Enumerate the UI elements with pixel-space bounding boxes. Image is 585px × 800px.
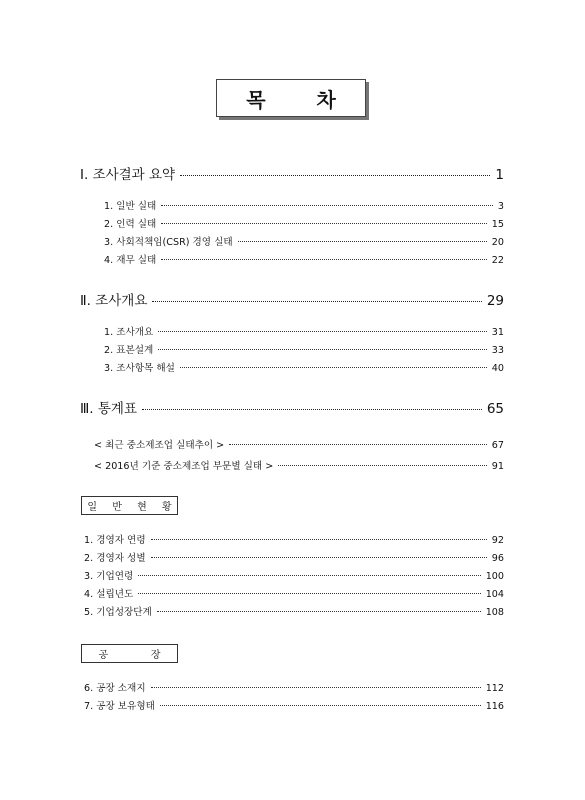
toc-entry-label: 4. 설립년도 [84,589,134,600]
leader-dots [142,409,482,410]
toc-page-number: 40 [491,363,504,374]
toc-page-number: 96 [491,553,504,564]
toc-entry[interactable] [84,698,504,712]
toc-entry[interactable] [94,437,504,451]
toc-entry[interactable] [84,550,504,564]
toc-entry-label: 3. 사회적책임(CSR) 경영 실태 [104,237,233,248]
toc-entry-label: 6. 공장 소재지 [84,683,146,694]
toc-entry[interactable] [94,458,504,472]
toc-chapter-label: Ⅱ. 조사개요 [80,293,148,309]
toc-page-number: 91 [491,461,504,472]
toc-page-number: 15 [491,219,504,230]
section-heading-factory [81,644,178,663]
toc-entry[interactable] [104,342,504,356]
section-heading-general [81,496,178,515]
toc-page-number: 108 [485,607,504,618]
toc-entry[interactable] [84,532,504,546]
toc-entry-label: 3. 기업연령 [84,571,134,582]
toc-page-number: 20 [491,237,504,248]
section-heading-label: 일 반 현 황 [87,502,178,513]
leader-dots [138,593,480,594]
toc-entry-label: 2. 표본설계 [104,345,154,356]
toc-chapter-label: Ⅰ. 조사결과 요약 [80,167,176,183]
toc-page-number: 65 [486,401,504,417]
toc-entry-label: 2. 경영자 성별 [84,553,146,564]
leader-dots [161,223,486,224]
toc-entry-label: 1. 일반 실태 [104,201,157,212]
toc-entry-label: 2. 인력 실태 [104,219,157,230]
toc-entry-label: 3. 조사항목 해설 [104,363,175,374]
leader-dots [151,687,481,688]
leader-dots [160,705,481,706]
leader-dots [151,539,487,540]
leader-dots [161,259,486,260]
toc-page-number: 31 [491,327,504,338]
toc-page-number: 3 [497,201,504,212]
leader-dots [238,241,487,242]
leader-dots [138,575,480,576]
leader-dots [180,367,487,368]
leader-dots [180,175,490,176]
toc-page-number: 29 [486,293,504,309]
toc-entry-label: < 최근 중소제조업 실태추이 > [94,440,225,451]
toc-page-number: 100 [485,571,504,582]
section-heading-label: 공 장 [98,650,167,661]
toc-entry-label: < 2016년 기준 중소제조업 부문별 실태 > [94,461,274,472]
toc-entry-label: 4. 재무 실태 [104,255,157,266]
toc-entry[interactable] [84,604,504,618]
toc-chapter-2[interactable] [80,289,504,309]
toc-entry[interactable] [104,252,504,266]
leader-dots [158,331,487,332]
toc-entry[interactable] [104,198,504,212]
toc-entry[interactable] [104,324,504,338]
toc-entry[interactable] [84,586,504,600]
toc-page-number: 116 [485,701,504,712]
toc-chapter-1[interactable] [80,163,504,183]
toc-entry-label: 1. 조사개요 [104,327,154,338]
toc-entry[interactable] [84,568,504,582]
toc-entry[interactable] [84,680,504,694]
toc-page-number: 92 [491,535,504,546]
toc-page-number: 33 [491,345,504,356]
leader-dots [152,301,481,302]
toc-page-number: 67 [491,440,504,451]
toc-page-number: 1 [495,167,504,183]
toc-entry-label: 7. 공장 보유형태 [84,701,155,712]
toc-title-box [216,79,366,117]
toc-entry[interactable] [104,216,504,230]
toc-chapter-label: Ⅲ. 통계표 [80,401,138,417]
leader-dots [161,205,493,206]
toc-page-number: 112 [485,683,504,694]
toc-entry[interactable] [104,234,504,248]
leader-dots [157,611,481,612]
toc-entry[interactable] [104,360,504,374]
toc-entry-label: 5. 기업성장단계 [84,607,152,618]
leader-dots [158,349,487,350]
leader-dots [278,465,487,466]
toc-page-number: 104 [485,589,504,600]
toc-entry-label: 1. 경영자 연령 [84,535,146,546]
toc-chapter-3[interactable] [80,397,504,417]
leader-dots [229,444,487,445]
toc-title: 목 차 [246,87,358,112]
leader-dots [151,557,487,558]
toc-page-number: 22 [491,255,504,266]
